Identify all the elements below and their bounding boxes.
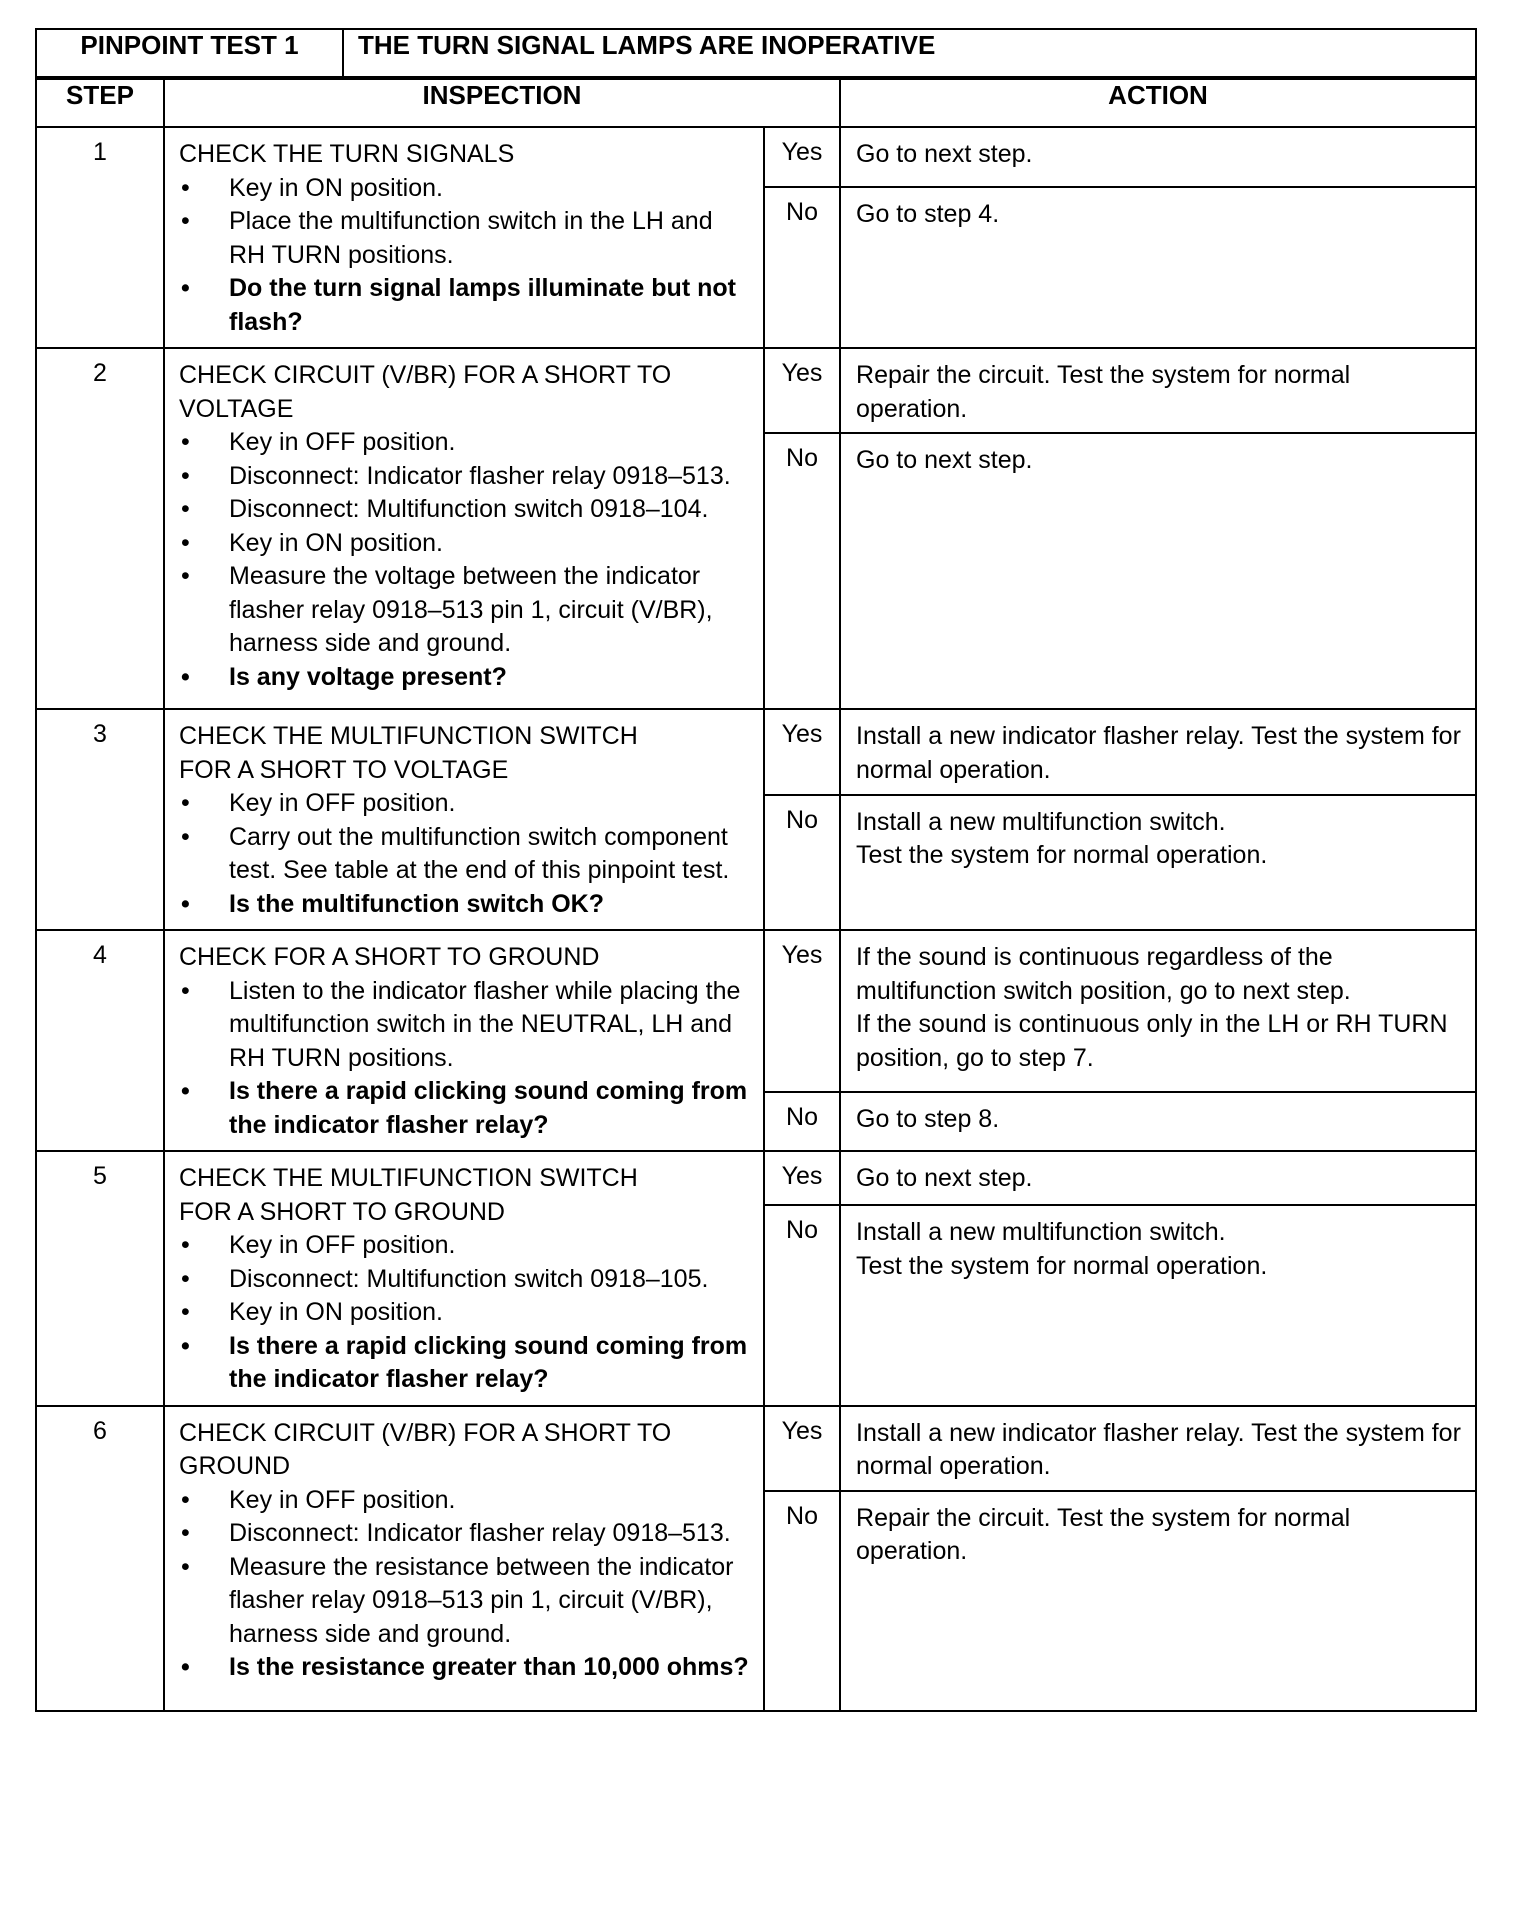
action-text: Go to next step. [856,1164,1033,1192]
inspection-content [165,710,763,929]
inspection-bullet: • Measure the voltage between the indicator flasher relay 0918–513 pin 1, circuit (V/BR), harness side and ground. [179,560,751,661]
action-text: Repair the circuit. Test the system for normal operation. [856,361,1351,423]
inspection-bullet: • Disconnect: Multifunction switch 0918–105. [179,1263,751,1297]
inspection-heading: CHECK CIRCUIT (V/BR) FOR A SHORT TO VOLTAGE [179,361,672,423]
action-cell [840,187,1476,348]
inspection-content [165,349,763,702]
inspection-question: • Is there a rapid clicking sound coming from the indicator flasher relay? [179,1075,751,1142]
inspection-heading: CHECK THE MULTIFUNCTION SWITCH [179,722,638,750]
inspection-cell [164,1151,764,1406]
inspection-content [165,931,763,1150]
answer-label: Yes [764,709,840,795]
inspection-header: INSPECTION [164,79,840,127]
inspection-cell [164,930,764,1151]
title-table [35,28,1477,78]
inspection-content [165,128,763,347]
inspection-bullets [179,975,751,1143]
inspection-content [165,1152,763,1405]
inspection-question: • Is the resistance greater than 10,000 ohms? [179,1651,751,1685]
inspection-content [165,1407,763,1693]
test-id: PINPOINT TEST 1 [36,29,343,77]
answer-label: No [764,795,840,930]
answer-label: Yes [764,1151,840,1205]
inspection-bullet: • Key in OFF position. [179,1484,751,1518]
action-text: Install a new multifunction switch. [856,807,1226,836]
inspection-bullet: • Key in OFF position. [179,426,751,460]
inspection-question: • Do the turn signal lamps illuminate but not flash? [179,272,751,339]
answer-label: Yes [764,348,840,433]
inspection-bullets [179,172,751,340]
inspection-heading: CHECK THE TURN SIGNALS [179,140,515,168]
answer-label: No [764,1491,840,1711]
inspection-cell [164,127,764,348]
action-text: Install a new multifunction switch. [856,1218,1226,1247]
answer-label: Yes [764,127,840,187]
answer-label: No [764,1092,840,1152]
action-text: Repair the circuit. Test the system for normal operation. [856,1503,1351,1565]
inspection-bullet: • Carry out the multifunction switch component test. See table at the end of this pinpoint test. [179,821,751,888]
inspection-bullet: • Disconnect: Indicator flasher relay 0918–513. [179,460,751,494]
step-result-row [36,1406,1476,1491]
action-cell [840,1406,1476,1491]
action-cell [840,433,1476,709]
action-cell [840,1491,1476,1711]
inspection-question: • Is any voltage present? [179,661,751,695]
inspection-heading: FOR A SHORT TO VOLTAGE [179,755,509,784]
step-result-row [36,1151,1476,1205]
inspection-cell [164,1406,764,1711]
inspection-cell [164,348,764,709]
action-text: Install a new indicator flasher relay. Test the system for normal operation. [856,722,1461,784]
steps-body [36,127,1476,1711]
inspection-bullets [179,1484,751,1685]
action-cell [840,1151,1476,1205]
answer-label: No [764,433,840,709]
step-number: 5 [36,1151,164,1406]
inspection-cell [164,709,764,930]
inspection-bullet: • Listen to the indicator flasher while placing the multifunction switch in the NEUTRAL, LH and RH TURN positions. [179,975,751,1076]
inspection-heading: FOR A SHORT TO GROUND [179,1197,505,1226]
step-header: STEP [36,79,164,127]
action-text: Go to step 8. [856,1104,1000,1133]
inspection-heading: CHECK FOR A SHORT TO GROUND [179,943,600,971]
inspection-bullet: • Disconnect: Multifunction switch 0918–104. [179,493,751,527]
answer-label: Yes [764,1406,840,1491]
inspection-table [35,78,1477,1712]
inspection-bullet: • Measure the resistance between the indicator flasher relay 0918–513 pin 1, circuit (V/BR), harness side and ground. [179,1551,751,1652]
header-row [36,79,1476,127]
step-number: 6 [36,1406,164,1711]
step-result-row [36,127,1476,187]
step-result-row [36,348,1476,433]
pinpoint-test-document [35,28,1477,1712]
inspection-heading: CHECK CIRCUIT (V/BR) FOR A SHORT TO GROUND [179,1418,672,1480]
title-row [36,29,1476,77]
action-cell [840,1205,1476,1405]
action-text: Go to next step. [856,446,1033,474]
step-result-row [36,930,1476,1092]
inspection-bullets [179,787,751,921]
action-cell [840,709,1476,795]
action-header: ACTION [840,79,1476,127]
inspection-bullets [179,426,751,694]
inspection-bullet: • Key in ON position. [179,527,751,561]
inspection-bullet: • Key in OFF position. [179,1229,751,1263]
step-number: 1 [36,127,164,348]
action-cell [840,348,1476,433]
inspection-bullet: • Key in ON position. [179,1296,751,1330]
action-cell [840,795,1476,930]
action-text: Test the system for normal operation. [856,841,1268,870]
inspection-bullet: • Key in ON position. [179,172,751,206]
action-text: Go to step 4. [856,200,1000,229]
inspection-question: • Is the multifunction switch OK? [179,888,751,922]
action-text: Install a new indicator flasher relay. Test the system for normal operation. [856,1418,1461,1480]
action-cell [840,930,1476,1092]
step-result-row [36,709,1476,795]
inspection-heading: CHECK THE MULTIFUNCTION SWITCH [179,1164,638,1192]
step-number: 2 [36,348,164,709]
action-text: If the sound is continuous regardless of the multifunction switch position, go to next step. [856,943,1351,1005]
step-number: 4 [36,930,164,1151]
inspection-bullet: • Key in OFF position. [179,787,751,821]
action-cell [840,1092,1476,1152]
answer-label: No [764,187,840,348]
action-cell [840,127,1476,187]
action-text: If the sound is continuous only in the LH or RH TURN position, go to step 7. [856,1010,1448,1072]
answer-label: Yes [764,930,840,1092]
answer-label: No [764,1205,840,1405]
inspection-question: • Is there a rapid clicking sound coming from the indicator flasher relay? [179,1330,751,1397]
step-number: 3 [36,709,164,930]
test-name: THE TURN SIGNAL LAMPS ARE INOPERATIVE [343,29,1476,77]
action-text: Go to next step. [856,140,1033,168]
action-text: Test the system for normal operation. [856,1251,1268,1280]
inspection-bullet: • Place the multifunction switch in the LH and RH TURN positions. [179,205,751,272]
inspection-bullets [179,1229,751,1397]
inspection-bullet: • Disconnect: Indicator flasher relay 0918–513. [179,1517,751,1551]
